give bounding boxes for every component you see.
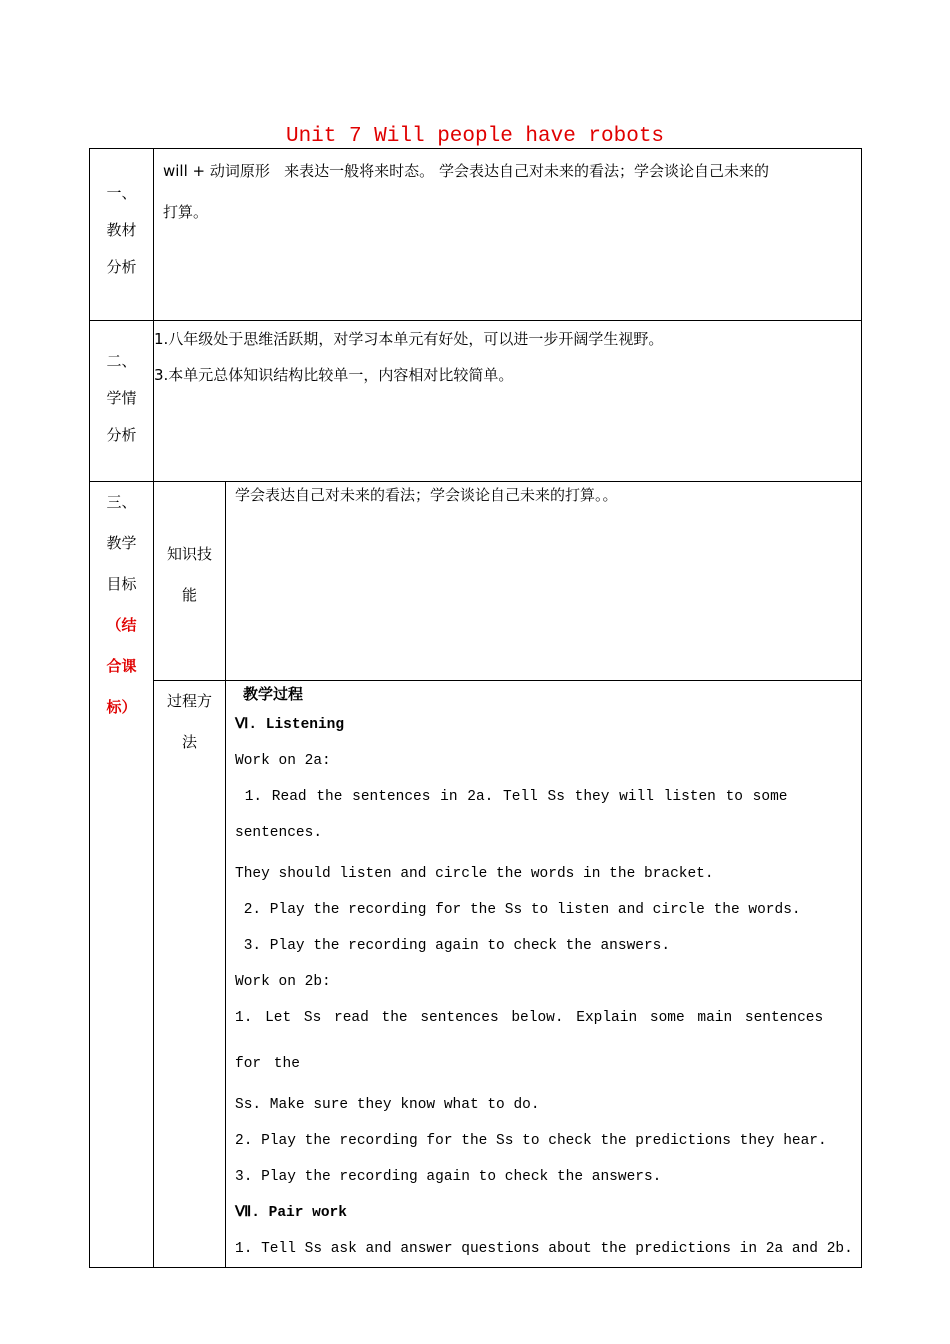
label-student-analysis [90, 321, 154, 482]
document-title: Unit 7 Will people have robots [285, 125, 665, 148]
label-line: 二、 [106, 352, 137, 370]
process-line: 3. Play the recording again to check the answers. [235, 1169, 662, 1185]
content-textbook-analysis [154, 149, 862, 321]
label-line-red: 合课 [106, 657, 137, 675]
row-textbook-analysis [90, 149, 862, 321]
section-heading-listening: Ⅵ. Listening [235, 717, 345, 733]
analysis-line: 打算。 [163, 203, 209, 221]
process-line: Ss. Make sure they know what to do. [235, 1097, 540, 1113]
process-heading: 教学过程 [243, 685, 304, 703]
process-line: 2. Play the recording for the Ss to listen and circle the words. [235, 902, 801, 918]
process-line: 1. Tell Ss ask and answer questions about the predictions in 2a and 2b. [235, 1241, 853, 1257]
row-student-analysis [90, 321, 862, 482]
knowledge-text: 学会表达自己对未来的看法；学会谈论自己未来的打算。。 [235, 486, 618, 504]
label-knowledge-skills [154, 482, 226, 681]
label-line-red: 标） [106, 698, 137, 716]
label-teaching-goals [90, 482, 154, 1268]
analysis-line: will + 动词原形 来表达一般将来时态。 学会表达自己对未来的看法；学会谈论自己未来的 [163, 162, 769, 180]
content-knowledge-skills [226, 482, 862, 681]
label-line: 教学 [106, 534, 137, 552]
label-line: 能 [181, 586, 197, 604]
row-goals-process [90, 681, 862, 1268]
label-line-red: （结 [106, 616, 137, 634]
label-line: 一、 [106, 184, 137, 202]
process-line: 2. Play the recording for the Ss to check the predictions they hear. [235, 1133, 827, 1149]
student-line: 3.本单元总体知识结构比较单一，内容相对比较简单。 [154, 366, 514, 384]
student-line: 1.八年级处于思维活跃期，对学习本单元有好处，可以进一步开阔学生视野。 [154, 330, 664, 348]
label-line: 法 [181, 733, 197, 751]
process-line: 1. Read the sentences in 2a. Tell Ss they will listen to some sentences. [235, 789, 798, 841]
label-line: 知识技 [166, 545, 212, 563]
label-line: 过程方 [166, 692, 212, 710]
lesson-plan-table [89, 148, 862, 1268]
process-line: 1. Let Ss read the sentences below. Explain some main sentences for the [235, 1010, 836, 1072]
label-textbook-analysis [90, 149, 154, 321]
content-student-analysis [154, 321, 862, 482]
process-line: They should listen and circle the words in the bracket. [235, 866, 714, 882]
label-line: 目标 [106, 575, 137, 593]
label-line: 分析 [106, 258, 137, 276]
label-line: 三、 [106, 493, 137, 511]
content-process-methods [226, 681, 862, 1268]
process-line: 3. Play the recording again to check the answers. [235, 938, 671, 954]
process-line: Work on 2b: [235, 974, 331, 990]
row-goals-knowledge [90, 482, 862, 681]
label-line: 教材 [106, 221, 137, 239]
process-line: Work on 2a: [235, 753, 331, 769]
label-line: 学情 [106, 389, 137, 407]
label-process-methods [154, 681, 226, 1268]
section-heading-pair-work: Ⅶ. Pair work [235, 1205, 347, 1221]
label-line: 分析 [106, 426, 137, 444]
